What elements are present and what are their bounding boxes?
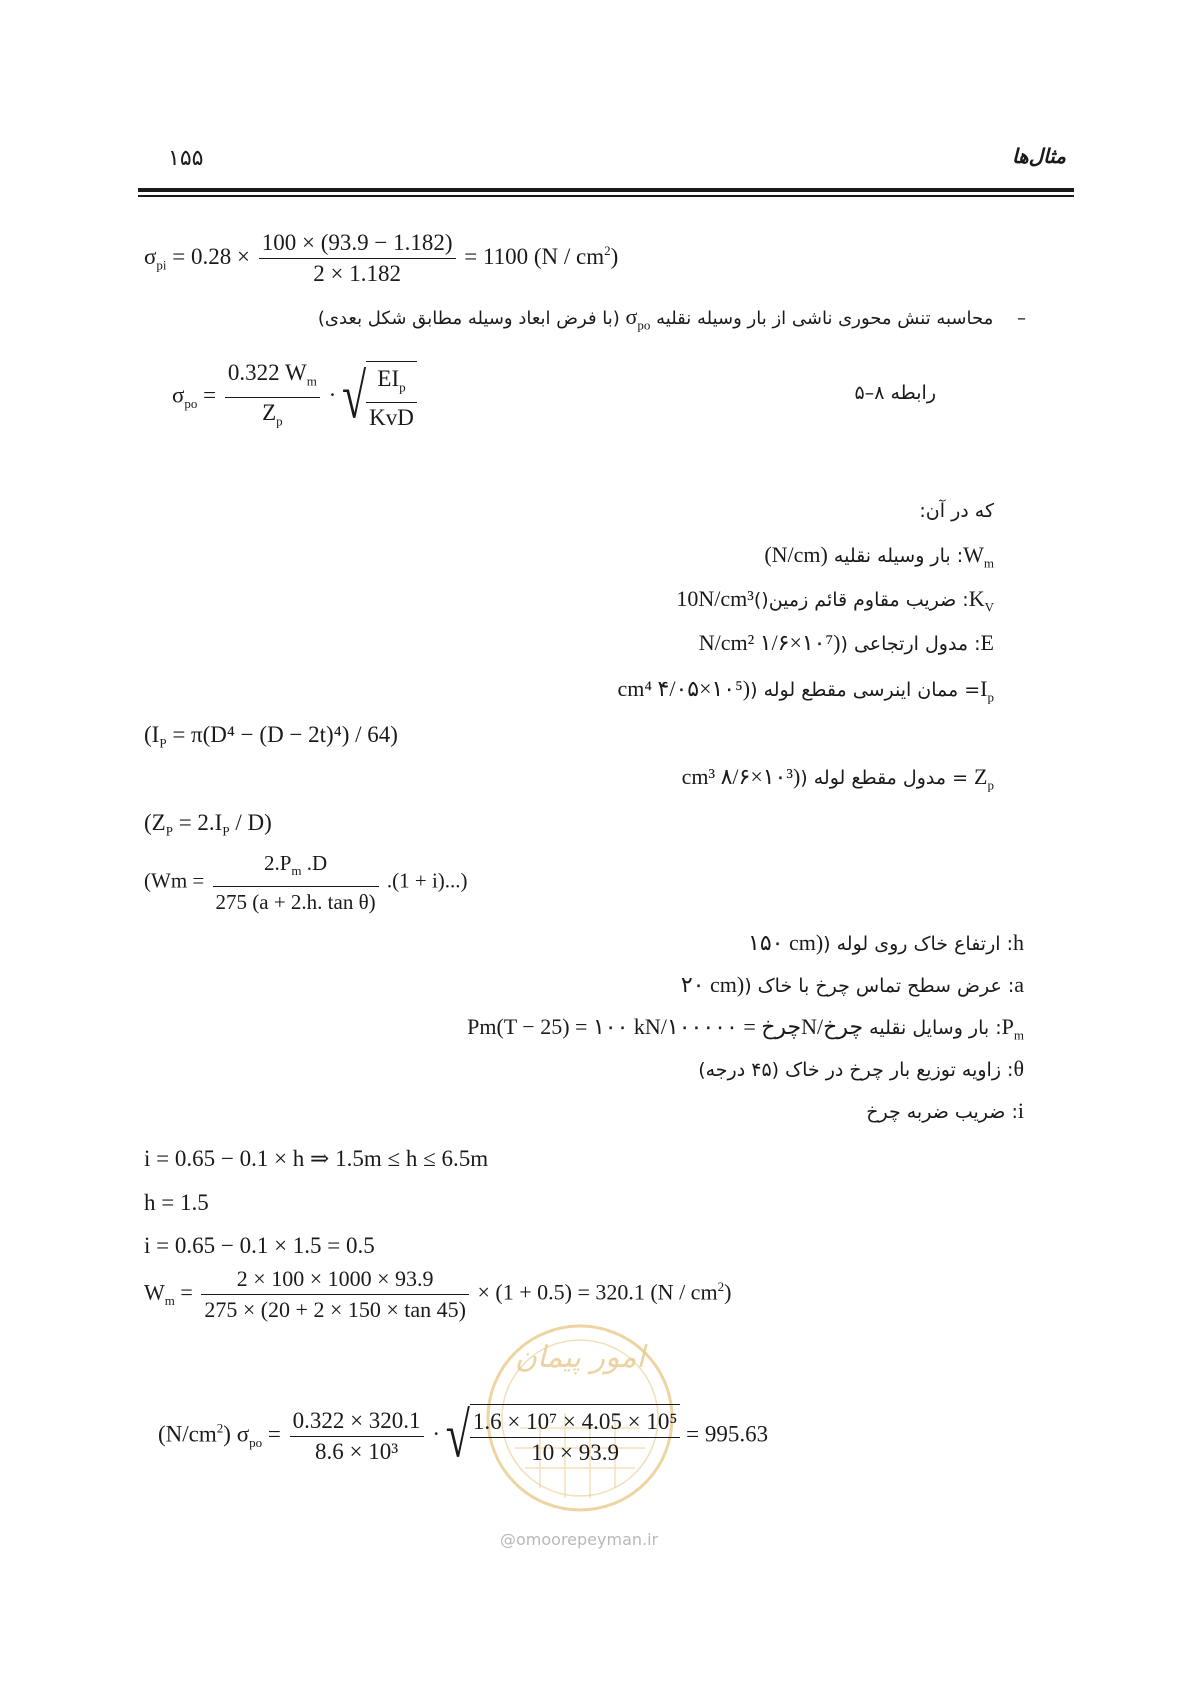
definition-a: a: عرض سطح تماس چرخ با خاک (۲۰ cm) — [680, 972, 1024, 997]
definition-e: E: مدول ارتجاعی (N/cm² ۱/۶×۱۰⁷) — [698, 630, 994, 655]
calc-line-h: h = 1.5 — [144, 1190, 209, 1215]
definition-i: i: ضریب ضربه چرخ — [866, 1098, 1024, 1123]
definition-kv: $K_V$: ضریب مقاوم قائم زمین()10N/cm³ — [676, 586, 994, 615]
equation-wm-formula: (Wm = $\frac{2.P_m .D}{\text{275 (a + 2.h. tan θ)}}$ .(1 + i)...) — [144, 848, 468, 917]
equation-sigma-po-final: $(N/cm^2) \sigma_{po}$ = $\frac{0.322 \times 320.1}{\text{8.6 × 10³}}$ · √ $\frac{\text{1.6 × 10⁷ × 4.05 × 10⁵}}{10 \times 93.9}$ = 995.63 — [158, 1399, 769, 1471]
watermark-url: @omoorepeyman.ir — [500, 1530, 659, 1549]
equation-ip: $(I_P = \pi(D^4 - (D - 2t)^4) / 64)$ — [144, 722, 398, 751]
definition-wm: $W_m$: بار وسیله نقلیه (N/cm) — [764, 542, 994, 571]
definition-pm: $P_m$: بار وسایل نقلیه Pm(T − 25) = ۱۰۰ kN/چرخ = ۱۰۰۰۰۰N/چرخ — [467, 1014, 1024, 1043]
relation-label: رابطه ۸–۵ — [854, 382, 936, 404]
where-label: که در آن: — [919, 500, 994, 522]
equation-zp: $(Z_P = 2.I_P / D)$ — [144, 810, 272, 839]
bullet-dash: – — [1017, 308, 1026, 329]
equation-sigma-pi: $\sigma_{pi} = 0.28$ × $\frac{100 \times (93.9 - 1.182)}{2 \times 1.182}$ = 1100 $(N / cm^2)$ — [144, 230, 619, 286]
equation-wm-value: $W_m$ = $\frac{2 \times 100 \times 1000 \times 93.9}{275 \times (20 + 2 \times 150 \times \tan 45)}$ × (1 + 0.5) = 320.1 $(N / cm^2)$ — [144, 1266, 732, 1322]
definition-h: h: ارتفاع خاک روی لوله (۱۵۰ cm) — [748, 930, 1024, 955]
bullet-axial-stress: – محاسبه تنش محوری ناشی از بار وسیله نقلیه $\sigma_{po}$ (با فرض ابعاد وسیله مطابق شکل بعدی) — [317, 304, 1026, 333]
header-rule-thick — [138, 188, 1074, 192]
watermark-brand: امور پیمان — [515, 1340, 645, 1375]
calc-line-i-range: i = 0.65 − 0.1 × h ⇒ 1.5m ≤ h ≤ 6.5m — [144, 1146, 489, 1171]
definition-zp: $Z_p$ = مدول مقطع لوله (cm³ ۸/۶×۱۰³) — [681, 764, 994, 793]
chapter-title: مثال‌ها — [1011, 144, 1066, 168]
header-rule-thin — [138, 195, 1074, 197]
calc-line-i-value: i = 0.65 − 0.1 × 1.5 = 0.5 — [144, 1233, 375, 1258]
definition-theta: θ: زاویه توزیع بار چرخ در خاک (۴۵ درجه) — [698, 1056, 1024, 1081]
definition-ip: $I_p=$ ممان اینرسی مقطع لوله (cm⁴ ۴/۰۵×۱۰⁵) — [617, 676, 994, 705]
equation-sigma-po: $\sigma_{po}$ = $\frac{0.322 W_m}{Z_p}$ · √ $\frac{EI_p}{\text{KvD}}$ — [172, 358, 417, 436]
page-number: ۱۵۵ — [168, 146, 204, 171]
